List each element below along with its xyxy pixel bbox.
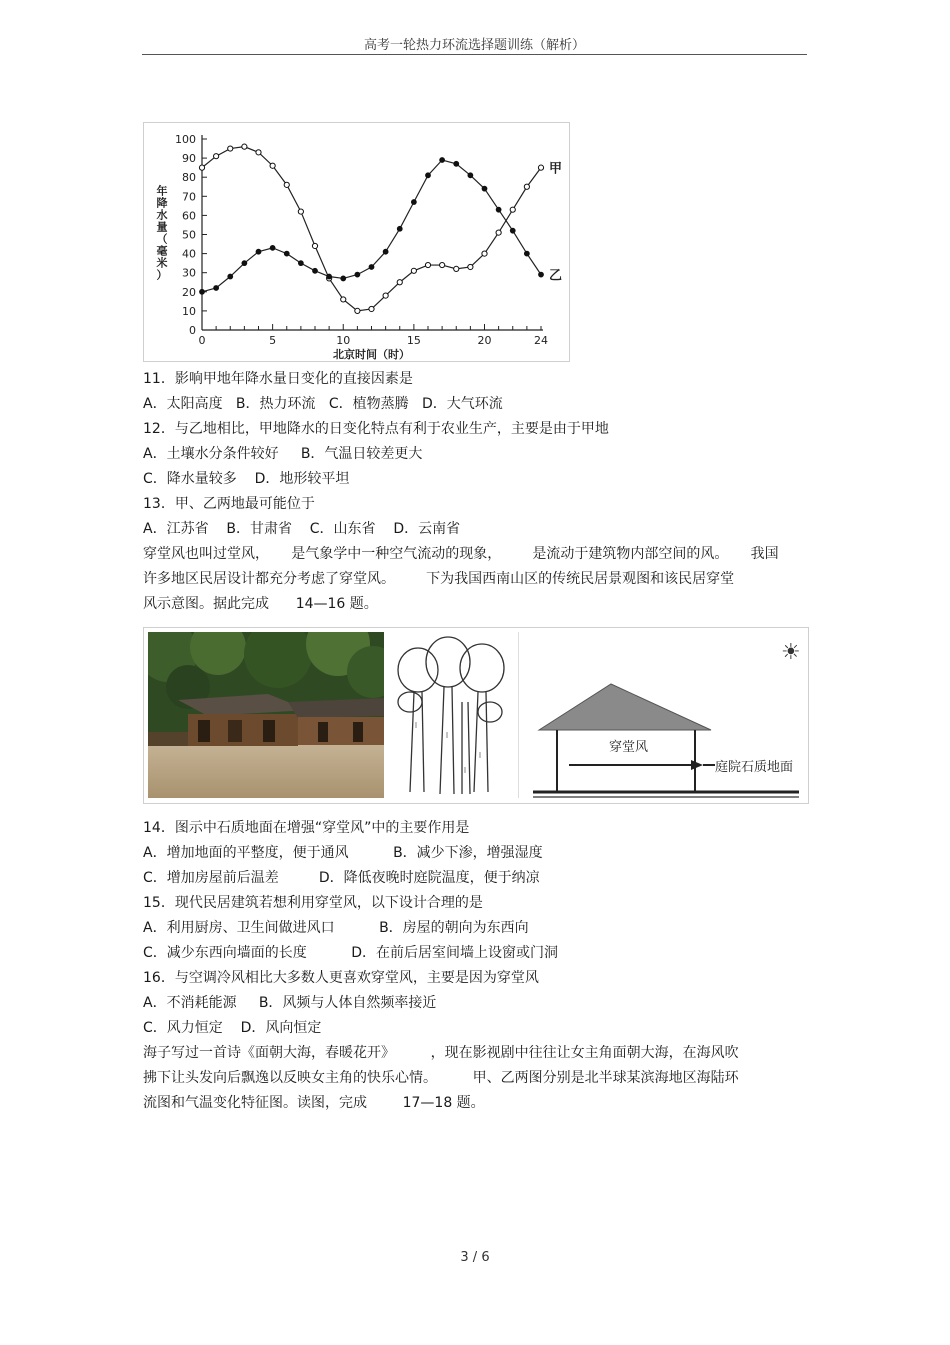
question-line: 13．甲、乙两地最可能位于 (143, 496, 315, 512)
data-point-乙 (214, 286, 219, 291)
question-line: A．土壤水分条件较好 B．气温日较差更大 (143, 446, 423, 462)
passage-line: 风示意图。据此完成 14—16 题。 (143, 596, 378, 612)
data-point-甲 (312, 243, 317, 248)
sun-icon: ☀ (781, 640, 801, 665)
y-axis-label-char: 量 (156, 220, 168, 234)
question-line: C．风力恒定 D．风向恒定 (143, 1020, 322, 1036)
data-point-甲 (341, 297, 346, 302)
y-tick-label: 80 (182, 171, 196, 185)
data-point-乙 (496, 207, 501, 212)
wind-label: 穿堂风 (609, 740, 649, 755)
data-point-甲 (397, 280, 402, 285)
passage-line: 拂下让头发向后飘逸以反映女主角的快乐心情。 甲、乙两图分别是北半球某滨海地区海陆环 (143, 1070, 739, 1086)
passage-line: 许多地区民居设计都充分考虑了穿堂风。 下为我国西南山区的传统民居景观图和该民居穿堂 (143, 571, 735, 587)
question-line: C．增加房屋前后温差 D．降低夜晚时庭院温度，便于纳凉 (143, 870, 540, 886)
data-point-乙 (284, 251, 289, 256)
data-point-乙 (397, 226, 402, 231)
precipitation-chart (143, 122, 570, 362)
data-point-甲 (482, 251, 487, 256)
data-point-甲 (242, 144, 247, 149)
data-point-乙 (383, 249, 388, 254)
passage-line: 海子写过一首诗《面朝大海，春暖花开》 ，现在影视剧中往往让女主角面朝大海，在海风吹 (143, 1045, 739, 1061)
question-line: 15．现代民居建筑若想利用穿堂风，以下设计合理的是 (143, 895, 483, 911)
data-point-乙 (510, 228, 515, 233)
y-axis-label-char: 米 (156, 256, 168, 270)
data-point-甲 (468, 264, 473, 269)
data-point-甲 (510, 207, 515, 212)
question-line: C．降水量较多 D．地形较平坦 (143, 471, 350, 487)
data-point-乙 (256, 249, 261, 254)
cross-ventilation-diagram (518, 632, 805, 798)
data-point-乙 (454, 161, 459, 166)
data-point-乙 (341, 276, 346, 281)
data-point-甲 (454, 266, 459, 271)
data-point-甲 (355, 308, 360, 313)
header-divider (142, 54, 807, 55)
y-tick-label: 20 (182, 285, 196, 299)
data-point-乙 (313, 268, 318, 273)
y-tick-label: 30 (182, 266, 196, 280)
y-tick-label: 40 (182, 247, 196, 261)
data-point-乙 (228, 274, 233, 279)
y-tick-label: 10 (182, 304, 196, 318)
dwelling-figure (143, 627, 809, 804)
question-line: 16．与空调冷风相比大多数人更喜欢穿堂风，主要是因为穿堂风 (143, 970, 539, 986)
questions-14-18 (143, 816, 813, 1116)
trees-illustration (390, 632, 514, 798)
x-tick-label: 24 (534, 334, 548, 347)
y-tick-label: 100 (175, 133, 196, 146)
y-axis-label-char: 降 (156, 196, 168, 210)
x-tick-label: 20 (477, 334, 492, 347)
y-tick-label: 70 (182, 190, 196, 204)
data-point-乙 (411, 200, 416, 205)
series-label-甲: 甲 (549, 161, 563, 177)
y-tick-label: 0 (189, 324, 196, 337)
question-line: 12．与乙地相比，甲地降水的日变化特点有利于农业生产，主要是由于甲地 (143, 421, 609, 437)
data-point-甲 (256, 150, 261, 155)
x-axis-label: 北京时间（时） (333, 348, 410, 361)
data-point-乙 (539, 272, 544, 277)
page-number: 3 / 6 (460, 1250, 490, 1265)
question-line: A．不消耗能源 B．风频与人体自然频率接近 (143, 995, 437, 1011)
data-point-乙 (298, 261, 303, 266)
y-axis-label-char: 水 (156, 208, 168, 222)
questions-11-13 (143, 367, 813, 617)
data-point-甲 (298, 209, 303, 214)
data-point-甲 (440, 262, 445, 267)
data-point-乙 (242, 261, 247, 266)
data-point-甲 (369, 306, 374, 311)
data-point-乙 (355, 272, 360, 277)
data-point-甲 (383, 293, 388, 298)
data-point-乙 (327, 274, 332, 279)
x-tick-label: 15 (406, 334, 421, 347)
passage-line: 流图和气温变化特征图。读图，完成 17—18 题。 (143, 1095, 485, 1111)
data-point-甲 (524, 184, 529, 189)
data-point-乙 (270, 245, 275, 250)
y-axis-label-char: 年 (156, 184, 168, 198)
series-label-乙: 乙 (549, 268, 563, 284)
y-tick-label: 60 (182, 209, 196, 223)
data-point-甲 (270, 163, 275, 168)
question-line: A．太阳高度 B．热力环流 C．植物蒸腾 D．大气环流 (143, 396, 503, 412)
question-line: 14．图示中石质地面在增强“穿堂风”中的主要作用是 (143, 820, 470, 836)
series-line-甲 (202, 147, 541, 311)
data-point-甲 (496, 230, 501, 235)
data-point-甲 (411, 268, 416, 273)
y-axis-label-char: ） (156, 268, 168, 282)
data-point-乙 (200, 289, 205, 294)
question-line: C．减少东西向墙面的长度 D．在前后居室间墙上设窗或门洞 (143, 945, 559, 961)
x-tick-label: 5 (269, 334, 277, 347)
y-tick-label: 50 (182, 228, 196, 242)
question-line: A．江苏省 B．甘肃省 C．山东省 D．云南省 (143, 521, 461, 537)
dwelling-photo (148, 632, 384, 798)
data-point-甲 (425, 262, 430, 267)
series-line-乙 (202, 160, 541, 292)
question-line: A．增加地面的平整度，便于通风 B．减少下渗，增强湿度 (143, 845, 543, 861)
question-line: A．利用厨房、卫生间做进风口 B．房屋的朝向为东西向 (143, 920, 529, 936)
data-point-乙 (468, 173, 473, 178)
x-tick-label: 10 (336, 334, 351, 347)
data-point-甲 (214, 154, 219, 159)
data-point-甲 (538, 165, 543, 170)
data-point-乙 (426, 173, 431, 178)
y-axis-label-char: 毫 (156, 244, 168, 258)
data-point-乙 (524, 251, 529, 256)
x-tick-label: 0 (198, 334, 206, 347)
y-tick-label: 90 (182, 152, 196, 166)
page-header: 高考一轮热力环流选择题训练（解析） (363, 38, 585, 53)
data-point-乙 (369, 265, 374, 270)
question-line: 11．影响甲地年降水量日变化的直接因素是 (143, 371, 413, 387)
precipitation-chart-svg (144, 123, 569, 361)
data-point-乙 (440, 158, 445, 163)
data-point-甲 (284, 182, 289, 187)
data-point-甲 (228, 146, 233, 151)
data-point-乙 (482, 186, 487, 191)
passage-line: 穿堂风也叫过堂风， 是气象学中一种空气流动的现象， 是流动于建筑物内部空间的风。 我国 (143, 546, 779, 562)
data-point-甲 (199, 165, 204, 170)
y-axis-label-char: （ (156, 232, 168, 246)
ground-label: 庭院石质地面 (715, 760, 794, 775)
